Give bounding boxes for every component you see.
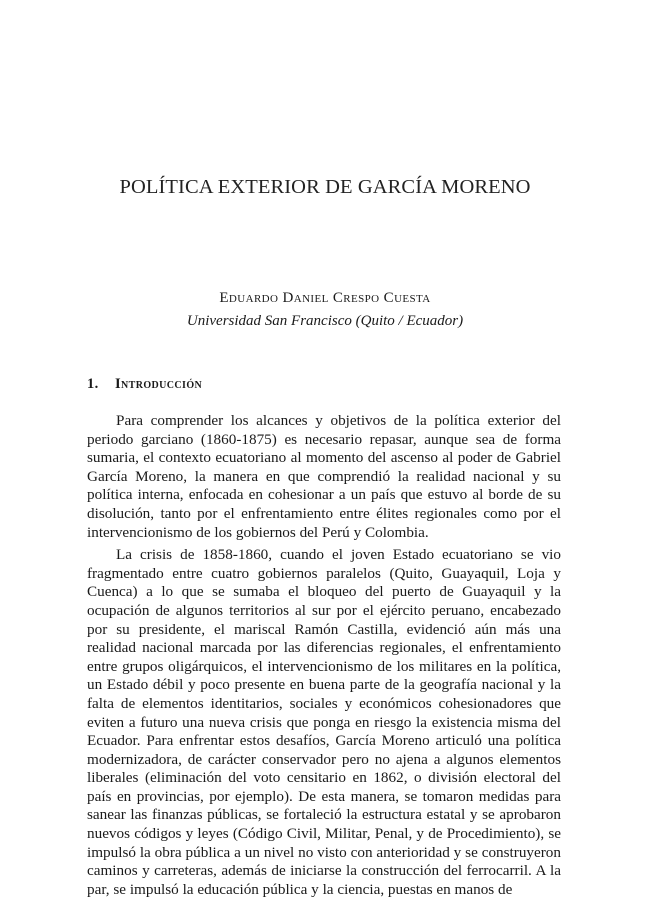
section-number: 1. bbox=[87, 376, 99, 392]
author-affiliation: Universidad San Francisco (Quito / Ecuador) bbox=[186, 313, 464, 329]
section-title: Introducción bbox=[115, 376, 203, 392]
paragraph: Para comprender los alcances y objetivos de la política exterior del periodo garciano (1860-1875) es necesario repasar, aunque sea de forma sumaria, el contexto ecuatoriano al momento del ascenso al poder de Gabriel García Moreno, la manera en que comprendió la realidad nacional y su política interna, enfocada en cohesionar a un país que estuvo al borde de su disolución, tanto por el enfrentamiento entre élites regionales como por el intervencionismo de los gobiernos del Perú y Colombia. bbox=[87, 412, 561, 541]
paragraph: La crisis de 1858-1860, cuando el joven Estado ecuatoriano se vio fragmentado entre cuatro gobiernos paralelos (Quito, Guayaquil, Loja y Cuenca) a lo que se sumaba el bloqueo del puerto de Guayaquil y la ocupación de algunos territorios al sur por el ejército peruano, encabezado por su presidente, el mariscal Ramón Castilla, evidenció aún más una realidad nacional marcada por las diferencias regionales, el enfrentamiento entre grupos oligárquicos, el intervencionismo de los militares en la política, un Estado débil y poco presente en buena parte de la geografía nacional y la falta de elementos identitarios, sociales y económicos cohesionadores que eviten a futuro una nueva crisis que ponga en riesgo la existencia misma del Ecuador. Para enfrentar estos desafíos, García Moreno articuló una política modernizadora, de carácter conservador pero no ajena a algunos elementos liberales (eliminación del voto censitario en 1862, o división electoral del país en provincias, por ejemplo). De esta manera, se tomaron medidas para sanear las finanzas públicas, se fortaleció la estructura estatal y se aprobaron nuevos códigos y leyes (Código Civil, Militar, Penal, y de Procedimiento), se impulsó la obra pública a un nivel no visto con anterioridad y se construyeron caminos y carreteras, además de iniciarse la construcción del ferrocarril. A la par, se impulsó la educación pública y la ciencia, puestas en manos de bbox=[87, 546, 561, 898]
section-heading bbox=[87, 376, 202, 393]
body-text bbox=[87, 412, 561, 903]
author-name: Eduardo Daniel Crespo Cuesta bbox=[219, 290, 431, 306]
page-title: POLÍTICA EXTERIOR DE GARCÍA MORENO bbox=[119, 176, 531, 198]
